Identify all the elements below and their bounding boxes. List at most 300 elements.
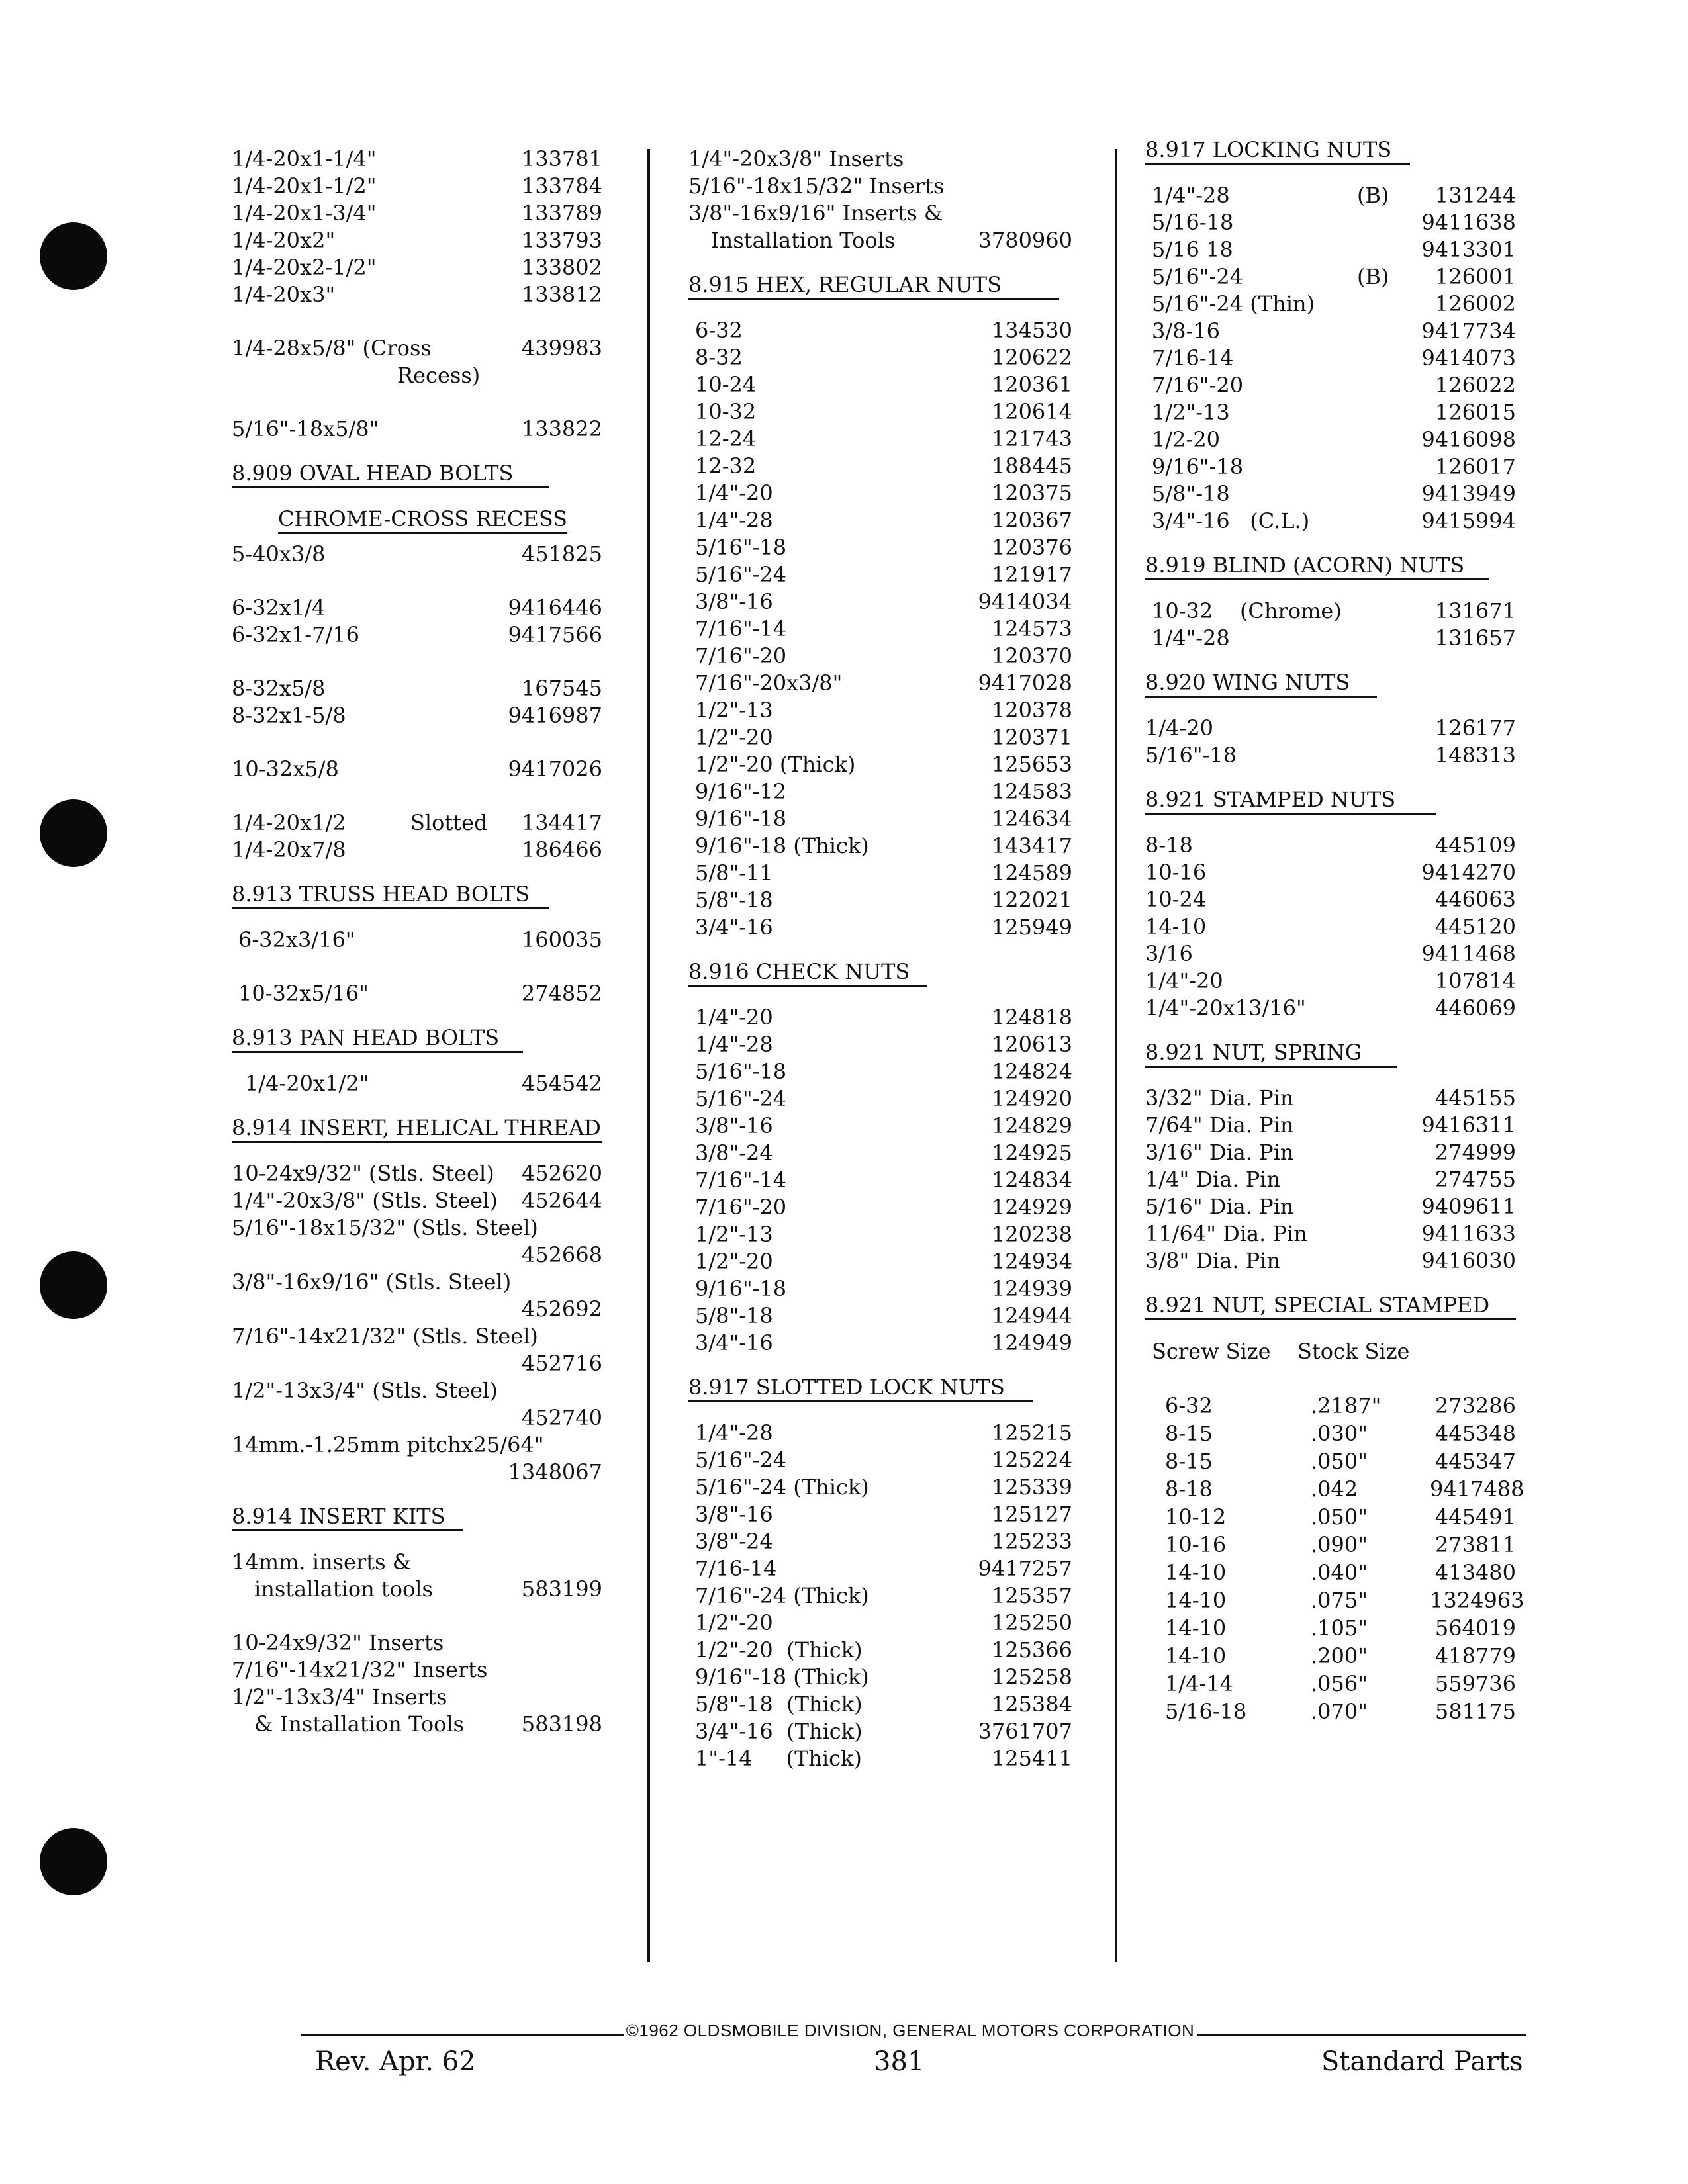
part-number: 124818 (991, 1005, 1072, 1030)
part-size: 6-32x1-7/16 (232, 622, 359, 647)
list-item (695, 751, 1072, 778)
stock-size: .050" (1311, 1504, 1368, 1529)
screw-size: 14-10 (1165, 1560, 1227, 1585)
part-size: 5/16"-24 (1152, 264, 1244, 289)
part-size: 1/4-20 (1145, 715, 1214, 741)
list-item (1145, 886, 1516, 913)
part-number: 120378 (991, 698, 1072, 723)
part-number: 133822 (521, 416, 602, 441)
stock-size: .050" (1311, 1449, 1368, 1474)
list-item (695, 1113, 1072, 1140)
section-heading-8-914-helical: 8.914 INSERT, HELICAL THREAD (232, 1115, 602, 1143)
part-number: 143417 (991, 833, 1072, 858)
part-number: 9411633 (1421, 1221, 1516, 1246)
part-size: 14-10 (1145, 914, 1207, 939)
part-size: 7/64" Dia. Pin (1145, 1113, 1294, 1138)
list-item (695, 453, 1072, 480)
part-number: 125258 (991, 1664, 1072, 1690)
part-number: 120361 (991, 372, 1072, 397)
part-description: 1/4"-20x3/8" Inserts (688, 146, 904, 171)
part-size: 1/2"-20 (695, 1249, 773, 1274)
part-size: 3/8"-16x9/16" (Stls. Steel) (232, 1269, 512, 1295)
part-number: 126017 (1434, 454, 1516, 479)
part-number: 9411638 (1421, 210, 1516, 235)
part-number: 9416446 (508, 595, 602, 620)
part-size: 1/4"-20x3/8" (Stls. Steel) (232, 1188, 498, 1213)
list-item (232, 1629, 602, 1657)
list-item (695, 426, 1072, 453)
list-item (695, 1420, 1072, 1447)
list-item (695, 887, 1072, 914)
part-size: 1/2"-20 (695, 725, 773, 750)
section-heading-8-919: 8.919 BLIND (ACORN) NUTS (1145, 552, 1489, 580)
part-size: 5/16"-18 (1145, 743, 1237, 768)
part-number: 120238 (991, 1222, 1072, 1247)
list-item (695, 1474, 1072, 1501)
part-note: (B) (1357, 183, 1389, 208)
screw-size: 14-10 (1165, 1643, 1227, 1668)
part-number: 124929 (991, 1195, 1072, 1220)
part-size: 1/2-20 (1152, 427, 1221, 452)
part-number: 445109 (1434, 833, 1516, 858)
list-item (695, 724, 1072, 751)
list-item (695, 1610, 1072, 1637)
section-heading-8-921-special: 8.921 NUT, SPECIAL STAMPED (1145, 1292, 1516, 1320)
column-divider-2 (1115, 149, 1117, 1962)
part-size: 3/8"-16 (695, 1113, 773, 1138)
part-number: 125653 (991, 752, 1072, 777)
part-size: 5/8"-18 (1152, 481, 1230, 506)
list-item (232, 200, 602, 227)
part-size: 5/16" Dia. Pin (1145, 1194, 1294, 1219)
part-number: 445347 (1434, 1449, 1516, 1474)
column-3 (1145, 136, 1524, 1725)
screw-size: 8-15 (1165, 1449, 1213, 1474)
section-name: Standard Parts (1321, 2046, 1523, 2077)
list-item (695, 371, 1072, 398)
part-number: 1324963 (1430, 1588, 1524, 1613)
part-size: 5/16"-24 (Thick) (695, 1475, 869, 1500)
part-size: 14mm.-1.25mm pitchx25/64" (232, 1432, 544, 1457)
insert-kit-list-continued (688, 146, 1072, 254)
list-item (1145, 1193, 1516, 1220)
part-size: 1/4" Dia. Pin (1145, 1167, 1281, 1192)
part-number: 445155 (1434, 1085, 1516, 1111)
part-number: 9417257 (978, 1556, 1072, 1581)
part-size: 1/4"-20 (1145, 968, 1223, 993)
revision-date: Rev. Apr. 62 (315, 2046, 476, 2077)
list-item (1145, 995, 1516, 1022)
part-description: 1/2"-13x3/4" Inserts (232, 1684, 447, 1709)
part-number: 124920 (991, 1086, 1072, 1111)
stock-size: .070" (1311, 1699, 1368, 1724)
part-size: 10-32x5/16" (238, 981, 369, 1006)
list-item (695, 914, 1072, 941)
list-item (1152, 182, 1516, 209)
list-item (695, 1248, 1072, 1275)
table-row (1152, 1420, 1516, 1447)
part-number: 9417026 (508, 756, 602, 782)
part-number: 186466 (521, 837, 602, 862)
part-number: 9416311 (1421, 1113, 1516, 1138)
list-item (695, 1330, 1072, 1357)
part-size: 9/16"-18 (Thick) (695, 1664, 869, 1690)
part-number: 413480 (1434, 1560, 1516, 1585)
part-size: 5/16 18 (1152, 237, 1233, 262)
part-size: 3/4"-16 (695, 915, 773, 940)
list-item (1145, 940, 1516, 968)
list-item (695, 507, 1072, 534)
list-item (232, 1684, 602, 1711)
part-number: 125233 (991, 1529, 1072, 1554)
part-number: 273811 (1434, 1532, 1516, 1557)
part-size: 5/16"-24 (Thin) (1152, 291, 1315, 316)
part-size: 1/4-20x2" (232, 228, 336, 253)
list-item (1145, 1112, 1516, 1139)
stock-size: .030" (1311, 1421, 1368, 1446)
part-size: 1/2"-20 (Thick) (695, 1637, 863, 1662)
part-size: 8-32x5/8 (232, 676, 326, 701)
screw-size: 5/16-18 (1165, 1699, 1247, 1724)
part-size: 5/16"-24 (695, 1086, 787, 1111)
part-number: 126022 (1434, 373, 1516, 398)
part-number: 3761707 (978, 1719, 1072, 1744)
part-number: 167545 (521, 676, 602, 701)
part-number: 124834 (991, 1167, 1072, 1193)
part-size: 7/16"-14 (695, 1167, 787, 1193)
binder-hole-1 (40, 222, 107, 290)
part-number: 559736 (1434, 1671, 1516, 1696)
part-size: 5/16"-24 (695, 1447, 787, 1473)
list-item (695, 1745, 1072, 1772)
table-row (1152, 1642, 1516, 1670)
list-item (695, 1167, 1072, 1194)
part-number: 188445 (991, 453, 1072, 478)
list-item (695, 1302, 1072, 1330)
part-number: 120622 (991, 345, 1072, 370)
part-size: 1/4-20x1-1/2" (232, 173, 377, 199)
list-item (688, 173, 1072, 200)
list-item (695, 1194, 1072, 1221)
list-item (232, 809, 602, 837)
part-size: 1/4-20x1-3/4" (232, 201, 377, 226)
list-item (232, 1432, 602, 1459)
part-size: 1/4"-28 (695, 1420, 773, 1445)
part-size: 3/8-16 (1152, 318, 1221, 343)
table-row (1152, 1559, 1516, 1586)
table-row (1152, 1614, 1516, 1642)
list-item (1152, 426, 1516, 453)
part-size: 1/2"-13 (695, 1222, 773, 1247)
screw-size: 14-10 (1165, 1588, 1227, 1613)
part-size: 9/16"-12 (695, 779, 787, 804)
part-number: 120376 (991, 535, 1072, 560)
subsection-heading-chrome-cross-recess: CHROME-CROSS RECESS (278, 506, 567, 534)
part-number: 125411 (991, 1746, 1072, 1771)
part-size: 3/8" Dia. Pin (1145, 1248, 1281, 1273)
list-item (695, 1501, 1072, 1528)
part-number: 133802 (521, 255, 602, 280)
part-size: 5/8"-18 (695, 887, 773, 913)
part-number: 120367 (991, 508, 1072, 533)
list-item (232, 1657, 602, 1684)
list-item (695, 670, 1072, 697)
table-row (1152, 1447, 1516, 1475)
spring-nut-list (1145, 1085, 1516, 1275)
list-item (1152, 263, 1516, 291)
part-size: 6-32x3/16" (238, 927, 355, 952)
part-size: 1/4"-28 (1152, 625, 1230, 651)
insert-kit-list (232, 1549, 602, 1738)
list-item (695, 805, 1072, 833)
list-item (695, 1221, 1072, 1248)
part-size: 1/4-20x2-1/2" (232, 255, 377, 280)
stock-size: .105" (1311, 1615, 1368, 1641)
screw-size: 10-12 (1165, 1504, 1227, 1529)
part-size: 1/4-20x3" (232, 282, 336, 307)
list-item (1152, 399, 1516, 426)
column-1 (232, 146, 602, 1738)
table-row (1152, 1531, 1516, 1559)
part-number: 134530 (991, 318, 1072, 343)
part-number: 124589 (991, 860, 1072, 886)
screw-size: 6-32 (1165, 1393, 1213, 1418)
list-item (1152, 318, 1516, 345)
special-stamped-header-row (1145, 1338, 1516, 1365)
table-row (1152, 1670, 1516, 1698)
stamped-nut-list (1145, 832, 1516, 1022)
part-number: 3780960 (978, 228, 1072, 253)
table-row (1152, 1698, 1516, 1725)
list-item (232, 1070, 602, 1097)
list-item (695, 1528, 1072, 1555)
part-number: 583198 (521, 1711, 602, 1737)
part-size: 5/8"-18 (695, 1303, 773, 1328)
binder-hole-4 (40, 1828, 107, 1895)
part-size: 12-24 (695, 426, 757, 451)
part-size: 12-32 (695, 453, 757, 478)
part-size: 5/16"-18x5/8" (232, 416, 379, 441)
part-number: 133789 (521, 201, 602, 226)
list-item (1145, 913, 1516, 940)
screw-size: 10-16 (1165, 1532, 1227, 1557)
section-heading-8-917-slotted: 8.917 SLOTTED LOCK NUTS (688, 1374, 1033, 1402)
part-description: 10-24x9/32" Inserts (232, 1630, 444, 1655)
part-size: 3/16 (1145, 941, 1193, 966)
part-number: 9414270 (1421, 860, 1516, 885)
part-number: 131671 (1434, 598, 1516, 623)
part-size: 1/4-20x1-1/4" (232, 146, 377, 171)
part-number: 126015 (1434, 400, 1516, 425)
part-size: 3/8"-16 (695, 1502, 773, 1527)
list-item (232, 594, 602, 621)
part-number: 124944 (991, 1303, 1072, 1328)
section-heading-8-920: 8.920 WING NUTS (1145, 669, 1377, 698)
section-heading-8-914-kits: 8.914 INSERT KITS (232, 1503, 463, 1531)
part-size: 3/4"-16 (C.L.) (1152, 508, 1310, 533)
screw-size: 8-15 (1165, 1421, 1213, 1446)
part-size-continued: Recess) (397, 363, 481, 388)
part-size: 1/4"-28 (695, 1032, 773, 1057)
part-number: 125250 (991, 1610, 1072, 1635)
table-row (1152, 1503, 1516, 1531)
list-item (695, 1085, 1072, 1113)
part-number: 274999 (1434, 1140, 1516, 1165)
oval-head-bolt-list (232, 541, 602, 864)
part-size: 1/2"-20 (Thick) (695, 752, 856, 777)
list-item (232, 1576, 602, 1603)
part-number: 133812 (521, 282, 602, 307)
part-number: 126002 (1434, 291, 1516, 316)
part-size: 3/32" Dia. Pin (1145, 1085, 1294, 1111)
list-item (1152, 291, 1516, 318)
list-item (232, 541, 602, 568)
list-item (695, 1004, 1072, 1031)
part-number: 445348 (1434, 1421, 1516, 1446)
part-number: 274755 (1434, 1167, 1516, 1192)
part-number: 125127 (991, 1502, 1072, 1527)
binder-hole-3 (40, 1251, 107, 1319)
part-number: 133781 (521, 146, 602, 171)
section-heading-8-909: 8.909 OVAL HEAD BOLTS (232, 460, 549, 488)
list-item (232, 1269, 602, 1296)
part-number: 454542 (521, 1071, 602, 1096)
part-number: 452716 (521, 1351, 602, 1376)
part-number: 273286 (1434, 1393, 1516, 1418)
stock-size: .040" (1311, 1560, 1368, 1585)
column-header-screw-size: Screw Size (1152, 1339, 1271, 1364)
part-number: 583199 (521, 1576, 602, 1602)
part-number: 121743 (991, 426, 1072, 451)
screw-size: 14-10 (1165, 1615, 1227, 1641)
list-item (695, 1664, 1072, 1691)
list-item (1152, 372, 1516, 399)
part-size: 10-16 (1145, 860, 1207, 885)
part-size: 3/8"-16 (695, 589, 773, 614)
list-item (695, 1582, 1072, 1610)
part-number: 107814 (1434, 968, 1516, 993)
section-heading-8-916: 8.916 CHECK NUTS (688, 958, 927, 987)
part-size: 10-32 (695, 399, 757, 424)
part-number: 9417488 (1430, 1477, 1524, 1502)
part-size: 5/8"-11 (695, 860, 773, 886)
section-heading-8-917-locking: 8.917 LOCKING NUTS (1145, 136, 1410, 165)
part-number: 9417566 (508, 622, 602, 647)
list-item (1145, 1085, 1516, 1112)
list-item (1145, 715, 1516, 742)
part-number: 9414034 (978, 589, 1072, 614)
part-number: 124829 (991, 1113, 1072, 1138)
part-number: 125357 (991, 1583, 1072, 1608)
list-item (232, 837, 602, 864)
part-size: 1/4"-20 (695, 1005, 773, 1030)
list-item (695, 615, 1072, 643)
part-size: 1/4"-28 (1152, 183, 1230, 208)
part-number: 9417028 (978, 670, 1072, 696)
slotted-lock-nut-list (688, 1420, 1072, 1772)
part-number: 124824 (991, 1059, 1072, 1084)
part-size: 3/4"-16 (Thick) (695, 1719, 863, 1744)
stock-size: .2187" (1311, 1393, 1382, 1418)
list-item (695, 778, 1072, 805)
part-size: 1/4-20x1/2 (232, 810, 346, 835)
stock-size: .075" (1311, 1588, 1368, 1613)
table-row (1152, 1392, 1516, 1420)
part-size: 7/16-14 (1152, 345, 1234, 371)
part-size: 5/16"-18 (695, 535, 787, 560)
part-number: 9413949 (1421, 481, 1516, 506)
part-number: 445120 (1434, 914, 1516, 939)
part-size: 8-18 (1145, 833, 1193, 858)
part-size: 9/16"-18 (695, 1276, 787, 1301)
list-item (232, 173, 602, 200)
stock-size: .090" (1311, 1532, 1368, 1557)
part-number: 452620 (521, 1161, 602, 1186)
list-item (695, 480, 1072, 507)
list-item (1145, 1139, 1516, 1166)
part-size: 10-32x5/8 (232, 756, 339, 782)
list-item (232, 254, 602, 281)
part-number: 452668 (521, 1242, 602, 1267)
part-number: 446069 (1434, 995, 1516, 1021)
list-item (695, 1275, 1072, 1302)
part-number: 1348067 (508, 1459, 602, 1484)
part-number: 274852 (521, 981, 602, 1006)
part-number: 131657 (1434, 625, 1516, 651)
part-size: 1/4-20x7/8 (232, 837, 346, 862)
part-size: 11/64" Dia. Pin (1145, 1221, 1307, 1246)
part-number: 451825 (521, 541, 602, 567)
helical-insert-list (232, 1160, 602, 1486)
part-number: 120375 (991, 480, 1072, 506)
part-number: 452740 (521, 1405, 602, 1430)
part-number: 446063 (1434, 887, 1516, 912)
part-number: 120370 (991, 643, 1072, 668)
part-note: (B) (1357, 264, 1389, 289)
part-size: 7/16"-20 (695, 1195, 787, 1220)
copyright-text: ©1962 OLDSMOBILE DIVISION, GENERAL MOTORS CORPORATION (624, 2021, 1197, 2040)
part-number: 133793 (521, 228, 602, 253)
part-number: 125366 (991, 1637, 1072, 1662)
part-number: 9415994 (1421, 508, 1516, 533)
list-item (238, 980, 602, 1007)
part-size: 7/16"-20 (695, 643, 787, 668)
section-heading-8-913-truss: 8.913 TRUSS HEAD BOLTS (232, 881, 549, 909)
list-item (695, 534, 1072, 561)
list-item (238, 927, 602, 954)
part-size: 3/4"-16 (695, 1330, 773, 1355)
list-item (695, 1031, 1072, 1058)
list-item (1152, 453, 1516, 480)
part-number: 581175 (1434, 1699, 1516, 1724)
list-item (1152, 508, 1516, 535)
copyright-notice (66, 2021, 1688, 2041)
part-size: 5/16-18 (1152, 210, 1234, 235)
part-number: 9413301 (1421, 237, 1516, 262)
part-size: 3/8"-24 (695, 1529, 773, 1554)
part-number: 124939 (991, 1276, 1072, 1301)
list-item (695, 1691, 1072, 1718)
screw-size: 8-18 (1165, 1477, 1213, 1502)
wing-nut-list (1145, 715, 1516, 769)
list-item (695, 1555, 1072, 1582)
stock-size: .200" (1311, 1643, 1368, 1668)
part-size: 1/4-28x5/8" (Cross (232, 336, 432, 361)
part-number: 564019 (1434, 1615, 1516, 1641)
list-item (232, 1549, 602, 1576)
list-item (695, 1447, 1072, 1474)
part-number: 125224 (991, 1447, 1072, 1473)
